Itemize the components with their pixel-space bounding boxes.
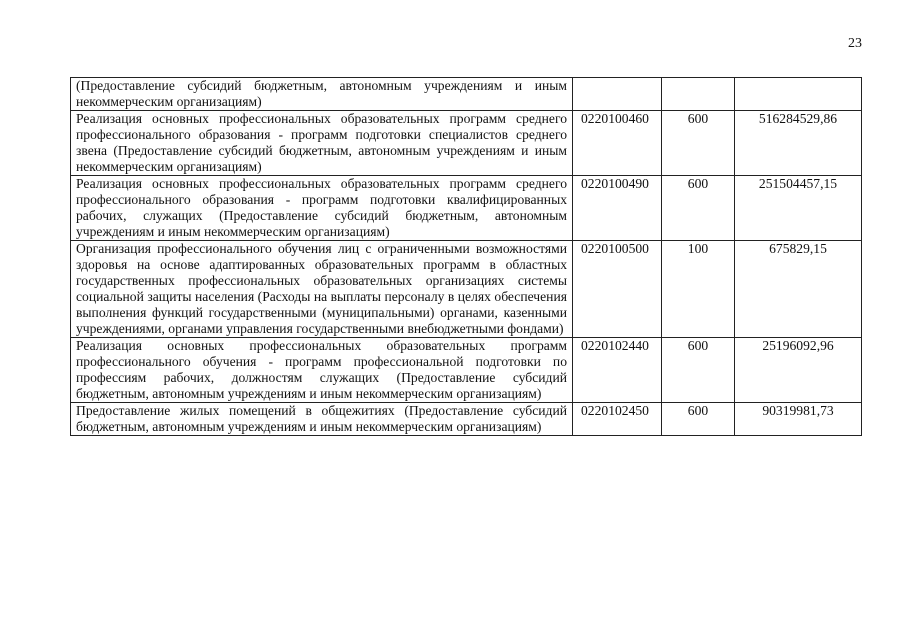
row-code: 0220100460 bbox=[573, 111, 662, 176]
row-code bbox=[573, 78, 662, 111]
row-expense-type: 600 bbox=[662, 403, 735, 436]
row-description: Предоставление жилых помещений в общежитиях (Предоставление субсидий бюджетным, автономным учреждениям и иным некоммерческим организациям) bbox=[71, 403, 573, 436]
row-expense-type: 600 bbox=[662, 111, 735, 176]
table-row bbox=[71, 338, 862, 403]
page-number: 23 bbox=[848, 36, 862, 51]
row-amount: 516284529,86 bbox=[735, 111, 862, 176]
row-description: Реализация основных профессиональных образовательных программ среднего профессионального образования - программ подготовки квалифицированных рабочих, служащих (Предоставление субсидий бюджетным, автономным учреждениям и иным некоммерческим организациям) bbox=[71, 176, 573, 241]
row-description: (Предоставление субсидий бюджетным, автономным учреждениям и иным некоммерческим организациям) bbox=[71, 78, 573, 111]
row-description: Организация профессионального обучения лиц с ограниченными возможностями здоровья на основе адаптированных образовательных программ в областных государственных профессиональных образовательных организациях системы социальной защиты населения (Расходы на выплаты персоналу в целях обеспечения выполнения функций государственными (муниципальными) органами, казенными учреждениями, органами управления государственными внебюджетными фондами) bbox=[71, 241, 573, 338]
row-amount bbox=[735, 78, 862, 111]
row-expense-type bbox=[662, 78, 735, 111]
table-row bbox=[71, 403, 862, 436]
row-expense-type: 100 bbox=[662, 241, 735, 338]
row-amount: 25196092,96 bbox=[735, 338, 862, 403]
row-expense-type: 600 bbox=[662, 338, 735, 403]
table-row bbox=[71, 241, 862, 338]
row-amount: 251504457,15 bbox=[735, 176, 862, 241]
row-amount: 675829,15 bbox=[735, 241, 862, 338]
row-expense-type: 600 bbox=[662, 176, 735, 241]
row-amount: 90319981,73 bbox=[735, 403, 862, 436]
table-row bbox=[71, 78, 862, 111]
table-row bbox=[71, 111, 862, 176]
row-code: 0220100490 bbox=[573, 176, 662, 241]
row-code: 0220102440 bbox=[573, 338, 662, 403]
row-code: 0220102450 bbox=[573, 403, 662, 436]
table-row bbox=[71, 176, 862, 241]
row-code: 0220100500 bbox=[573, 241, 662, 338]
row-description: Реализация основных профессиональных образовательных программ профессионального обучения - программ профессиональной подготовки по профессиям рабочих, должностям служащих (Предоставление субсидий бюджетным, автономным учреждениям и иным некоммерческим организациям) bbox=[71, 338, 573, 403]
row-description: Реализация основных профессиональных образовательных программ среднего профессионального образования - программ подготовки специалистов среднего звена (Предоставление субсидий бюджетным, автономным учреждениям и иным некоммерческим организациям) bbox=[71, 111, 573, 176]
budget-table bbox=[70, 77, 862, 436]
